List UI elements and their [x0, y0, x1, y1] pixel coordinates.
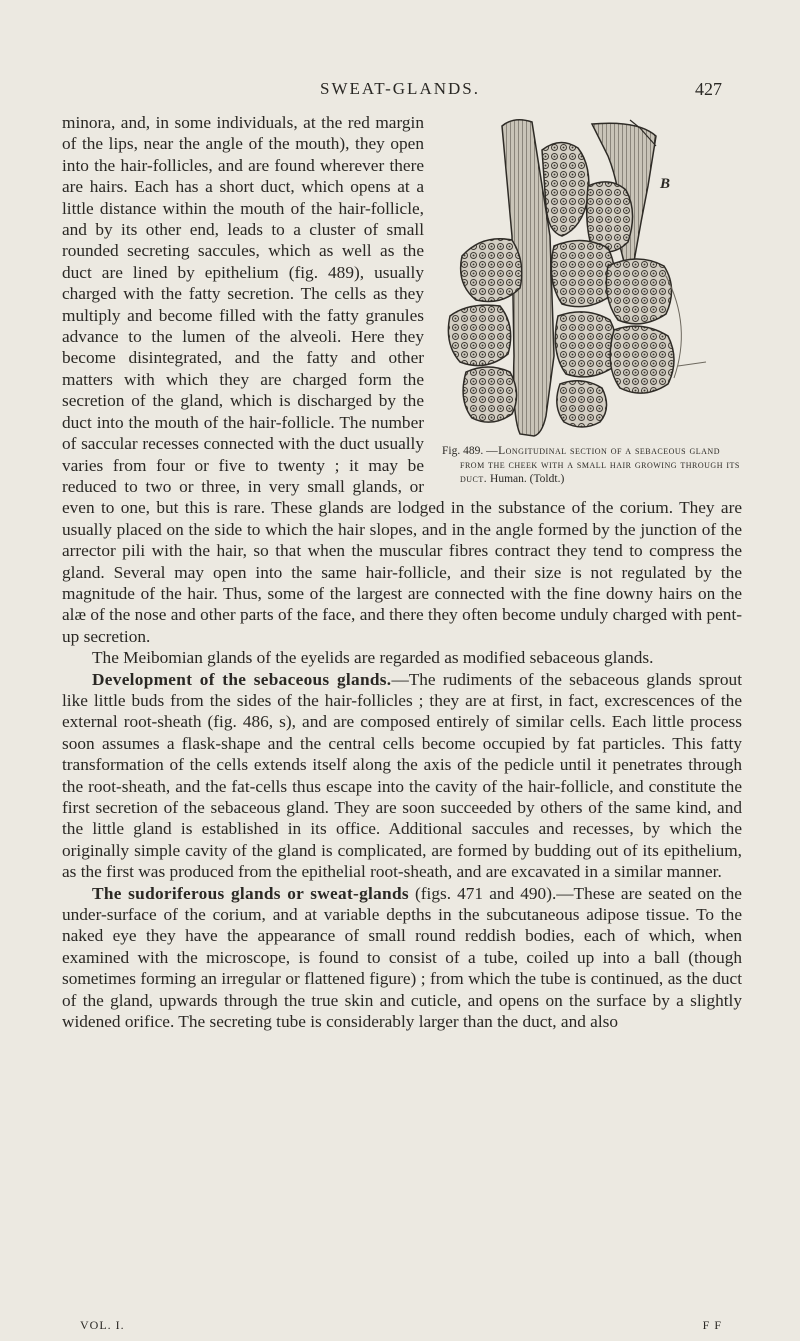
paragraph-3-text: —The rudiments of the sebaceous glands sprout like little buds from the sides of the hair-follicles ; they are at first, in fact, excrescences of the external root-sheath (fig. 486, s), and are composed entirely of similar cells. Each little process soon assumes a flask-shape and the central cells become occupied by fat particles. This fatty transformation of the cells extends itself along the axis of the pedicle until it penetrates through the root-sheath, and the fat-cells thus escape into the cavity of the hair-follicle, and constitute the first secretion of the sebaceous gland. They are soon succeeded by others of the same kind, and the little gland is established in its office. Additional saccules and recesses, by which the originally simple cavity of the gland is complicated, are formed by budding out of its epithelium, as the first was produced from the epithelial root-sheath, and are excavated in a similar manner.	[62, 669, 742, 882]
caption-source: Human. (Toldt.)	[490, 473, 565, 485]
paragraph-4-text: (figs. 471 and 490).—These are seated on the under-surface of the corium, and at variable depths in the subcutaneous adipose tissue. To the naked eye they have the appearance of small round reddish bodies, each of which, when examined with the microscope, is found to consist of a tube, coiled up into a ball (though sometimes forming an irregular or flattened figure) ; from which the tube is continued, as the duct of the gland, upwards through the true skin and cuticle, and opens on the surface by a slightly widened orifice. The secreting tube is considerably larger than the duct, and also	[62, 883, 742, 1032]
body-text	[62, 112, 742, 1032]
sebaceous-gland-illustration	[442, 116, 742, 438]
heading-development: Development of the sebaceous glands.	[92, 669, 392, 689]
caption-number: Fig. 489.	[442, 445, 484, 457]
page-footer	[80, 1318, 722, 1336]
paragraph-1: minora, and, in some individuals, at the red margin of the lips, near the angle of the mouth), they open into the hair-follicles, and are found wherever there are hairs. Each has a short duct, which opens at a little distance within the mouth of the hair-follicle, and by its other end, leads to a cluster of small rounded secreting saccules, which as well as the duct are lined by epithelium (fig. 489), usually charged with the fatty secretion. The cells as they multiply and become filled with the fatty granules advance to the lumen of the alveoli. Here they become disintegrated, and the fatty and other matters with which they are charged form the secretion of the gland, which is discharged by the duct into the mouth of the hair-follicle. The number of saccular recesses connected with the duct usually varies from four or five to twenty ; it may be reduced to two or three, in very small glands, or even to one, but this is rare. These glands are lodged in the substance of the corium. They are usually placed on the side to which the hair slopes, and in the angle formed by the junction of the arrector pili with the hair, so that when the muscular fibres contract they tend to compress the gland. Several may open into the same hair-follicle, and their size is not regulated by the magnitude of the hair. Thus, some of the largest are connected with the fine downy hairs on the alæ of the nose and other parts of the face, and there they often become unduly charged with pent-up secretion.	[62, 113, 742, 646]
running-title: SWEAT-GLANDS.	[320, 79, 480, 98]
page-number: 427	[695, 79, 722, 99]
paragraph-3	[62, 669, 742, 883]
caption-text: —Longitudinal section of a sebaceous gland from the cheek with a small hair growing through its duct.	[460, 445, 740, 485]
figure-caption	[442, 444, 742, 486]
figure-489	[442, 116, 742, 486]
running-head	[0, 79, 800, 103]
signature-mark: F F	[702, 1318, 722, 1332]
paragraph-4	[62, 883, 742, 1033]
figure-label-b: B	[660, 176, 671, 192]
paragraph-2: The Meibomian glands of the eyelids are regarded as modified sebaceous glands.	[92, 648, 654, 668]
volume-mark: VOL. I.	[80, 1318, 125, 1332]
heading-sweat-glands: The sudoriferous glands or sweat-glands	[92, 883, 409, 903]
